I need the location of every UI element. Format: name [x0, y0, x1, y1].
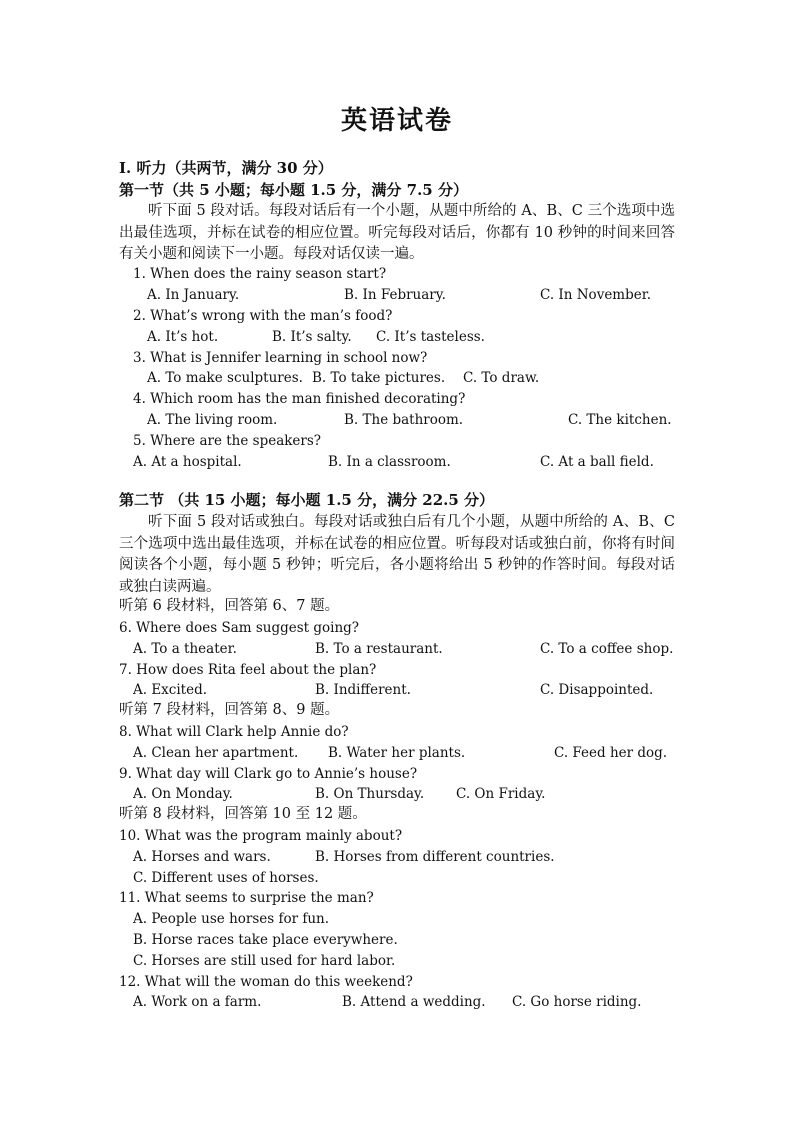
material-8-instruction: 听第 8 段材料，回答第 10 至 12 题。	[119, 806, 367, 822]
question-4: 4. Which room has the man finished decorating?	[133, 391, 466, 407]
page-title: 英语试卷	[340, 106, 453, 136]
question-10: 10. What was the program mainly about?	[119, 828, 403, 844]
q4-option-a: A. The living room.	[147, 412, 278, 428]
q2-option-a: A. It’s hot.	[147, 329, 219, 345]
q4-option-b: B. The bathroom.	[344, 412, 464, 428]
q3-option-c: C. To draw.	[463, 370, 540, 386]
q10-option-b: B. Horses from different countries.	[315, 849, 555, 865]
q9-option-c: C. On Friday.	[456, 786, 546, 802]
q1-option-c: C. In November.	[540, 287, 651, 303]
q11-option-b: B. Horse races take place everywhere.	[133, 932, 398, 948]
q4-option-c: C. The kitchen.	[568, 412, 672, 428]
q5-option-a: A. At a hospital.	[133, 454, 242, 470]
q3-option-a: A. To make sculptures.	[147, 370, 303, 386]
question-5: 5. Where are the speakers?	[133, 433, 322, 449]
part1-heading: I. 听力（共两节，满分 30 分）	[119, 159, 333, 177]
q10-option-a: A. Horses and wars.	[133, 849, 271, 865]
question-1: 1. When does the rainy season start?	[133, 266, 387, 282]
q12-option-b: B. Attend a wedding.	[342, 994, 486, 1010]
q6-option-b: B. To a restaurant.	[315, 641, 443, 657]
q12-option-c: C. Go horse riding.	[512, 994, 642, 1010]
question-6: 6. Where does Sam suggest going?	[119, 620, 360, 636]
question-11: 11. What seems to surprise the man?	[119, 890, 374, 906]
q10-option-c: C. Different uses of horses.	[133, 870, 319, 886]
material-6-instruction: 听第 6 段材料，回答第 6、7 题。	[119, 598, 340, 614]
question-2: 2. What’s wrong with the man’s food?	[133, 308, 393, 324]
q11-option-a: A. People use horses for fun.	[133, 911, 330, 927]
q8-option-c: C. Feed her dog.	[554, 745, 668, 761]
question-9: 9. What day will Clark go to Annie’s house?	[119, 766, 418, 782]
material-7-instruction: 听第 7 段材料，回答第 8、9 题。	[119, 702, 340, 718]
q9-option-b: B. On Thursday.	[315, 786, 425, 802]
q7-option-a: A. Excited.	[133, 682, 208, 698]
q3-option-b: B. To take pictures.	[312, 370, 446, 386]
q8-option-b: B. Water her plants.	[328, 745, 466, 761]
q6-option-a: A. To a theater.	[133, 641, 237, 657]
q7-option-c: C. Disappointed.	[540, 682, 654, 698]
question-3: 3. What is Jennifer learning in school now?	[133, 350, 428, 366]
question-7: 7. How does Rita feel about the plan?	[119, 662, 377, 678]
section1-heading: 第一节（共 5 小题；每小题 1.5 分，满分 7.5 分）	[119, 181, 468, 199]
q5-option-c: C. At a ball field.	[540, 454, 654, 470]
q5-option-b: B. In a classroom.	[328, 454, 451, 470]
q2-option-b: B. It’s salty.	[272, 329, 352, 345]
q7-option-b: B. Indifferent.	[315, 682, 411, 698]
section1-instructions: 听下面 5 段对话。每段对话后有一个小题，从题中所给的 A、B、C 三个选项中选出最佳选项，并标在试卷的相应位置。听完每段对话后，你都有 10 秒钟的时间来回答有关小题和阅读下一小题。每段对话仅读一遍。	[119, 203, 675, 262]
q1-option-a: A. In January.	[147, 287, 240, 303]
section2-instructions: 听下面 5 段对话或独白。每段对话或独白后有几个小题，从题中所给的 A、B、C 三个选项中选出最佳选项，并标在试卷的相应位置。听每段对话或独白前，你将有时间阅读各个小题，每小题 5 秒钟；听完后，各小题将给出 5 秒钟的作答时间。每段对话或独白读两遍。	[119, 514, 675, 595]
q6-option-c: C. To a coffee shop.	[540, 641, 674, 657]
section2-heading: 第二节 （共 15 小题；每小题 1.5 分，满分 22.5 分）	[119, 491, 495, 509]
question-8: 8. What will Clark help Annie do?	[119, 724, 349, 740]
q8-option-a: A. Clean her apartment.	[133, 745, 299, 761]
q1-option-b: B. In February.	[344, 287, 446, 303]
q12-option-a: A. Work on a farm.	[133, 994, 262, 1010]
question-12: 12. What will the woman do this weekend?	[119, 974, 413, 990]
q11-option-c: C. Horses are still used for hard labor.	[133, 953, 396, 969]
q2-option-c: C. It’s tasteless.	[376, 329, 485, 345]
q9-option-a: A. On Monday.	[133, 786, 233, 802]
